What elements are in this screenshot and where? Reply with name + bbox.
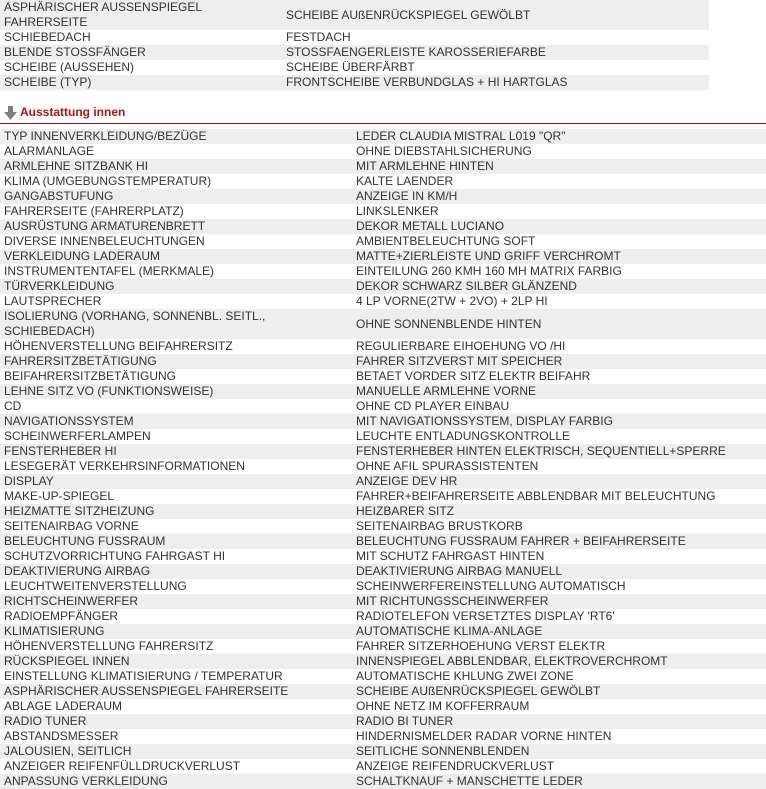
spec-value: STOSSFAENGERLEISTE KAROSSERIEFARBE xyxy=(282,45,709,60)
spec-value: MIT RICHTUNGSSCHEINWERFER xyxy=(352,594,766,609)
spec-label: ARMLEHNE SITZBANK HI xyxy=(0,159,352,174)
spec-row xyxy=(0,489,766,504)
spec-row xyxy=(0,759,766,774)
spec-row xyxy=(0,519,766,534)
spec-value: MATTE+ZIERLEISTE UND GRIFF VERCHROMT xyxy=(352,249,766,264)
spec-row xyxy=(0,549,766,564)
spec-label: LESEGERÄT VERKEHRSINFORMATIONEN xyxy=(0,459,352,474)
spec-row xyxy=(0,279,766,294)
spec-label: CD xyxy=(0,399,352,414)
spec-label: KLIMA (UMGEBUNGSTEMPERATUR) xyxy=(0,174,352,189)
spec-label: JALOUSIEN, SEITLICH xyxy=(0,744,352,759)
spec-label: SEITENAIRBAG VORNE xyxy=(0,519,352,534)
spec-value: SCHEIBE AUßENRÜCKSPIEGEL GEWÖLBT xyxy=(352,684,766,699)
spec-row xyxy=(0,45,709,60)
spec-label: AUSRÜSTUNG ARMATURENBRETT xyxy=(0,219,352,234)
spec-row xyxy=(0,339,766,354)
spec-label: FAHRERSITZBETÄTIGUNG xyxy=(0,354,352,369)
spec-value: FAHRER SITZERHOEHUNG VERST ELEKTR xyxy=(352,639,766,654)
spec-label: ISOLIERUNG (VORHANG, SONNENBL. SEITL., SCHIEBEDACH) xyxy=(0,309,352,339)
spec-label: RICHTSCHEINWERFER xyxy=(0,594,352,609)
spec-row xyxy=(0,429,766,444)
spec-row xyxy=(0,459,766,474)
spec-label: ASPHÄRISCHER AUSSENSPIEGEL FAHRERSEITE xyxy=(0,684,352,699)
spec-row xyxy=(0,144,766,159)
spec-label: SCHEIBE (AUSSEHEN) xyxy=(0,60,282,75)
spec-row xyxy=(0,744,766,759)
spec-label: HÖHENVERSTELLUNG FAHRERSITZ xyxy=(0,639,352,654)
spec-label: LEHNE SITZ VO (FUNKTIONSWEISE) xyxy=(0,384,352,399)
spec-label: SCHIEBEDACH xyxy=(0,30,282,45)
spec-row xyxy=(0,30,709,45)
spec-value: SCHALTKNAUF + MANSCHETTE LEDER xyxy=(352,774,766,789)
spec-label: RADIO TUNER xyxy=(0,714,352,729)
spec-value: BETAET VORDER SITZ ELEKTR BEIFAHR xyxy=(352,369,766,384)
spec-label: MAKE-UP-SPIEGEL xyxy=(0,489,352,504)
spec-value: MIT NAVIGATIONSSYSTEM, DISPLAY FARBIG xyxy=(352,414,766,429)
spec-label: SCHEIBE (TYP) xyxy=(0,75,282,90)
spec-value: DEAKTIVIERUNG AIRBAG MANUELL xyxy=(352,564,766,579)
spec-row xyxy=(0,75,709,90)
spec-label: TYP INNENVERKLEIDUNG/BEZÜGE xyxy=(0,129,352,144)
spec-row xyxy=(0,294,766,309)
spec-row xyxy=(0,714,766,729)
spec-label: GANGABSTUFUNG xyxy=(0,189,352,204)
spec-label: VERKLEIDUNG LADERAUM xyxy=(0,249,352,264)
spec-label: ABLAGE LADERAUM xyxy=(0,699,352,714)
spec-row xyxy=(0,594,766,609)
spec-value: KALTE LAENDER xyxy=(352,174,766,189)
spec-label: ALARMANLAGE xyxy=(0,144,352,159)
spec-row xyxy=(0,639,766,654)
spec-label: RÜCKSPIEGEL INNEN xyxy=(0,654,352,669)
exterior-spec-table xyxy=(0,0,709,90)
section-header-interior[interactable] xyxy=(0,103,766,124)
spec-row xyxy=(0,174,766,189)
spec-row xyxy=(0,159,766,174)
spec-row xyxy=(0,354,766,369)
spec-value: AUTOMATISCHE KLIMA-ANLAGE xyxy=(352,624,766,639)
spec-value: OHNE CD PLAYER EINBAU xyxy=(352,399,766,414)
spec-row xyxy=(0,0,709,30)
spec-row xyxy=(0,264,766,279)
spec-value: 4 LP VORNE(2TW + 2VO) + 2LP HI xyxy=(352,294,766,309)
spec-row xyxy=(0,624,766,639)
spec-label: HEIZMATTE SITZHEIZUNG xyxy=(0,504,352,519)
spec-value: REGULIERBARE EIHOEHUNG VO /HI xyxy=(352,339,766,354)
spec-label: HÖHENVERSTELLUNG BEIFAHRERSITZ xyxy=(0,339,352,354)
spec-row xyxy=(0,729,766,744)
spec-row xyxy=(0,309,766,339)
spec-label: FAHRERSEITE (FAHRERPLATZ) xyxy=(0,204,352,219)
spec-label: FENSTERHEBER HI xyxy=(0,444,352,459)
spec-value: FRONTSCHEIBE VERBUNDGLAS + HI HARTGLAS xyxy=(282,75,709,90)
spec-value: HINDERNISMELDER RADAR VORNE HINTEN xyxy=(352,729,766,744)
spec-value: SCHEIBE ÜBERFÄRBT xyxy=(282,60,709,75)
spec-value: FENSTERHEBER HINTEN ELEKTRISCH, SEQUENTIELL+SPERRE xyxy=(352,444,766,459)
spec-row xyxy=(0,504,766,519)
spec-label: TÜRVERKLEIDUNG xyxy=(0,279,352,294)
spec-row xyxy=(0,189,766,204)
spec-value: DEKOR SCHWARZ SILBER GLÄNZEND xyxy=(352,279,766,294)
spec-label: SCHUTZVORRICHTUNG FAHRGAST HI xyxy=(0,549,352,564)
spec-label: ANPASSUNG VERKLEIDUNG xyxy=(0,774,352,789)
spec-value: EINTEILUNG 260 KMH 160 MH MATRIX FARBIG xyxy=(352,264,766,279)
spec-value: LEUCHTE ENTLADUNGSKONTROLLE xyxy=(352,429,766,444)
spec-value: LEDER CLAUDIA MISTRAL L019 "QR" xyxy=(352,129,766,144)
spec-value: OHNE NETZ IM KOFFERRAUM xyxy=(352,699,766,714)
spec-label: BEIFAHRERSITZBETÄTIGUNG xyxy=(0,369,352,384)
spec-row xyxy=(0,669,766,684)
spec-row xyxy=(0,579,766,594)
spec-row xyxy=(0,534,766,549)
spec-value: BELEUCHTUNG FUSSRAUM FAHRER + BEIFAHRERSEITE xyxy=(352,534,766,549)
spec-value: FAHRER SITZVERST MIT SPEICHER xyxy=(352,354,766,369)
spec-row xyxy=(0,699,766,714)
spec-row xyxy=(0,399,766,414)
spec-label: LAUTSPRECHER xyxy=(0,294,352,309)
spec-value: MIT SCHUTZ FAHRGAST HINTEN xyxy=(352,549,766,564)
spec-value: ANZEIGE IN KM/H xyxy=(352,189,766,204)
spec-value: FAHRER+BEIFAHRERSEITE ABBLENDBAR MIT BELEUCHTUNG xyxy=(352,489,766,504)
spec-label: SCHEINWERFERLAMPEN xyxy=(0,429,352,444)
spec-label: BELEUCHTUNG FUSSRAUM xyxy=(0,534,352,549)
spec-value: INNENSPIEGEL ABBLENDBAR, ELEKTROVERCHROMT xyxy=(352,654,766,669)
spec-label: ASPHÄRISCHER AUSSENSPIEGEL FAHRERSEITE xyxy=(0,0,282,30)
spec-value: ANZEIGE DEV HR xyxy=(352,474,766,489)
spec-label: DIVERSE INNENBELEUCHTUNGEN xyxy=(0,234,352,249)
spec-label: INSTRUMENTENTAFEL (MERKMALE) xyxy=(0,264,352,279)
spec-label: EINSTELLUNG KLIMATISIERUNG / TEMPERATUR xyxy=(0,669,352,684)
spec-row xyxy=(0,774,766,789)
spec-row xyxy=(0,249,766,264)
spec-value: RADIO BI TUNER xyxy=(352,714,766,729)
spec-value: RADIOTELEFON VERSETZTES DISPLAY 'RT6' xyxy=(352,609,766,624)
spec-label: BLENDE STOSSFÄNGER xyxy=(0,45,282,60)
spec-label: KLIMATISIERUNG xyxy=(0,624,352,639)
arrow-down-icon xyxy=(4,106,17,121)
spec-row xyxy=(0,60,709,75)
spec-value: HEIZBARER SITZ xyxy=(352,504,766,519)
spec-row xyxy=(0,129,766,144)
spec-value: DEKOR METALL LUCIANO xyxy=(352,219,766,234)
spec-row xyxy=(0,684,766,699)
spec-label: NAVIGATIONSSYSTEM xyxy=(0,414,352,429)
spec-row xyxy=(0,474,766,489)
spec-value: AMBIENTBELEUCHTUNG SOFT xyxy=(352,234,766,249)
spec-value: AUTOMATISCHE KHLUNG ZWEI ZONE xyxy=(352,669,766,684)
spec-label: RADIOEMPFÄNGER xyxy=(0,609,352,624)
spec-value: SEITLICHE SONNENBLENDEN xyxy=(352,744,766,759)
spec-row xyxy=(0,414,766,429)
spec-value: FESTDACH xyxy=(282,30,709,45)
spec-value: LINKSLENKER xyxy=(352,204,766,219)
spec-label: DISPLAY xyxy=(0,474,352,489)
spec-value: SCHEINWERFEREINSTELLUNG AUTOMATISCH xyxy=(352,579,766,594)
section-title: Ausstattung innen xyxy=(20,105,126,119)
spec-value: MIT ARMLEHNE HINTEN xyxy=(352,159,766,174)
spec-row xyxy=(0,234,766,249)
spec-row xyxy=(0,219,766,234)
spec-row xyxy=(0,444,766,459)
spec-value: ANZEIGE REIFENDRUCKVERLUST xyxy=(352,759,766,774)
spec-row xyxy=(0,654,766,669)
spec-label: ABSTANDSMESSER xyxy=(0,729,352,744)
spec-row xyxy=(0,204,766,219)
spec-value: MANUELLE ARMLEHNE VORNE xyxy=(352,384,766,399)
spec-label: DEAKTIVIERUNG AIRBAG xyxy=(0,564,352,579)
spec-value: OHNE DIEBSTAHLSICHERUNG xyxy=(352,144,766,159)
spec-row xyxy=(0,384,766,399)
spec-label: ANZEIGER REIFENFÜLLDRUCKVERLUST xyxy=(0,759,352,774)
spec-value: OHNE SONNENBLENDE HINTEN xyxy=(352,309,766,339)
spec-value: OHNE AFIL SPURASSISTENTEN xyxy=(352,459,766,474)
spec-label: LEUCHTWEITENVERSTELLUNG xyxy=(0,579,352,594)
interior-spec-table xyxy=(0,129,766,789)
spec-value: SCHEIBE AUßENRÜCKSPIEGEL GEWÖLBT xyxy=(282,0,709,30)
spec-value: SEITENAIRBAG BRUSTKORB xyxy=(352,519,766,534)
spec-row xyxy=(0,609,766,624)
spec-row xyxy=(0,369,766,384)
spec-row xyxy=(0,564,766,579)
